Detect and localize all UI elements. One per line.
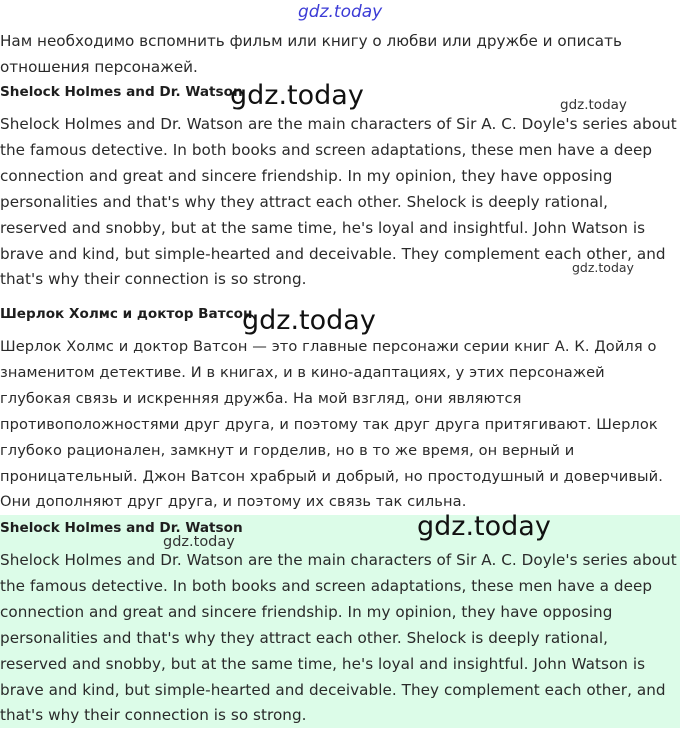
section-heading-english-repeat: Shelock Holmes and Dr. Watson <box>0 520 243 536</box>
section-heading-english: Shelock Holmes and Dr. Watson <box>0 84 243 100</box>
section-heading-russian: Шерлок Холмс и доктор Ватсон <box>0 306 253 322</box>
section-text-russian: Шерлок Холмс и доктор Ватсон — это главные персонажи серии книг А. К. Дойля о знаменитом детективе. И в книгах, и в кино-адаптациях, у этих персонажей глубокая связь и искренняя дружба. На мой взгляд, они являются противоположностями друг друга, и поэтому так друг друга притягивают. Шерлок глубоко рационален, замкнут и горделив, но в то же время, он верный и проницательный. Джон Ватсон храбрый и добрый, но простодушный и доверчивый. Они дополняют друг друга, и поэтому их связь так сильна. <box>0 338 663 511</box>
watermark-large-3: gdz.today <box>417 511 551 542</box>
watermark-large-1: gdz.today <box>230 80 364 111</box>
watermark-top: gdz.today <box>298 2 383 22</box>
watermark-small-3: gdz.today <box>163 534 235 550</box>
task-description: Нам необходимо вспомнить фильм или книгу о любви или дружбе и описать отношения персонажей. <box>0 32 622 76</box>
watermark-large-2: gdz.today <box>242 305 376 336</box>
section-text-english-repeat: Shelock Holmes and Dr. Watson are the main characters of Sir A. C. Doyle's series about the famous detective. In both books and screen adaptations, these men have a deep connection and great and sincere friendship. In my opinion, they have opposing personalities and that's why they attract each other. Shelock is deeply rational, reserved and snobby, but at the same time, he's loyal and insightful. John Watson is brave and kind, but simple-hearted and deceivable. They complement each other, and that's why their connection is so strong. <box>0 551 677 725</box>
watermark-small-1: gdz.today <box>560 97 627 113</box>
watermark-small-2: gdz.today <box>572 260 634 275</box>
section-text-english: Shelock Holmes and Dr. Watson are the main characters of Sir A. C. Doyle's series about the famous detective. In both books and screen adaptations, these men have a deep connection and great and sincere friendship. In my opinion, they have opposing personalities and that's why they attract each other. Shelock is deeply rational, reserved and snobby, but at the same time, he's loyal and insightful. John Watson is brave and kind, but simple-hearted and deceivable. They complement each other, and that's why their connection is so strong. <box>0 115 677 289</box>
